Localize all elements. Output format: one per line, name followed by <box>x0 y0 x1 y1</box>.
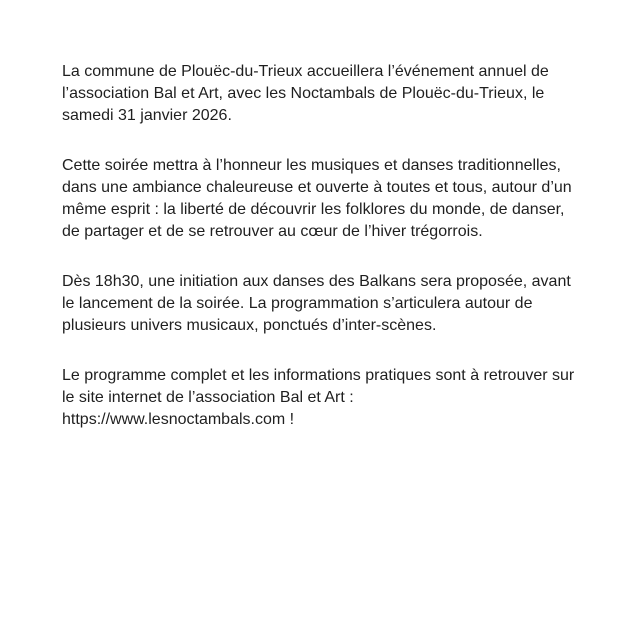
text-block <box>62 61 578 459</box>
paragraph-intro: La commune de Plouëc-du-Trieux accueillera l’événement annuel de l’association Bal et Art, avec les Noctambals de Plouëc-du-Trieux, le samedi 31 janvier 2026. <box>62 63 549 124</box>
paragraph-programme-horaires: Dès 18h30, une initiation aux danses des Balkans sera proposée, avant le lancement de la soirée. La programmation s’articulera autour de plusieurs univers musicaux, ponctués d’inter-scènes. <box>62 273 571 334</box>
paragraph-infos-pratiques: Le programme complet et les informations pratiques sont à retrouver sur le site internet de l’association Bal et Art : https://www.lesnoctambals.com ! <box>62 367 575 428</box>
paragraph-soiree-description: Cette soirée mettra à l’honneur les musiques et danses traditionnelles, dans une ambiance chaleureuse et ouverte à toutes et tous, autour d’un même esprit : la liberté de découvrir les folklores du monde, de danser, de partager et de se retrouver au cœur de l’hiver trégorrois. <box>62 157 572 240</box>
